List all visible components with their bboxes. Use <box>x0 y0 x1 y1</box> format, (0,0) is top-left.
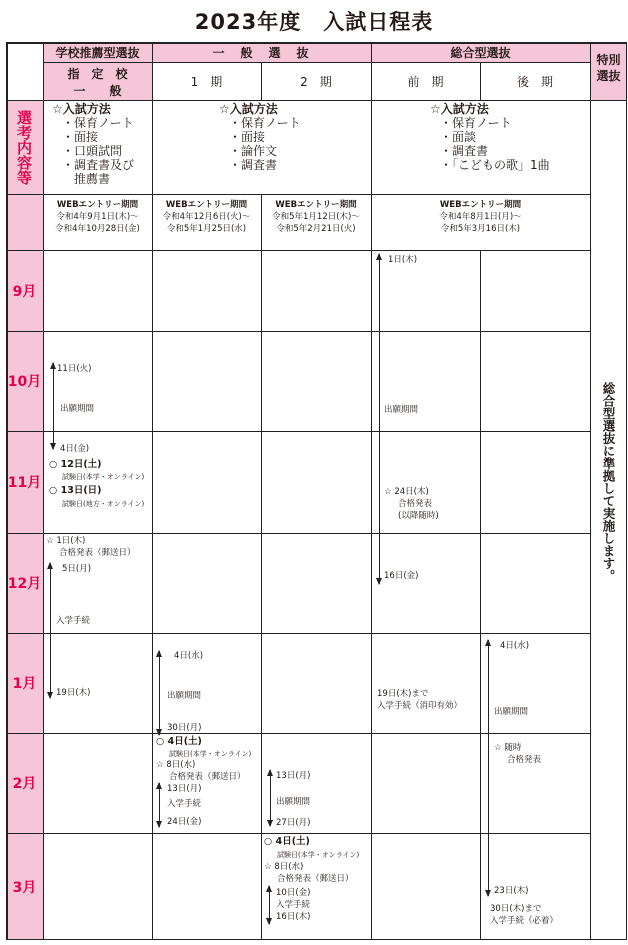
header-school: 学校推薦型選抜 <box>43 42 152 62</box>
kouki-anytime-sub: 合格発表 <box>507 755 542 765</box>
web-sogo <box>371 199 590 235</box>
methods-school-item: ・調査書及び <box>62 158 135 172</box>
school-application-arrow <box>53 363 54 449</box>
methods-sogo-item: ・面談 <box>440 130 477 144</box>
ki2-period: 出願期間 <box>276 797 311 807</box>
kouki-application-arrow <box>488 640 489 896</box>
kouki-mar23: 23日(木) <box>494 886 529 896</box>
header-shitei <box>43 62 152 100</box>
header-general: 一 般 選 抜 <box>152 42 371 62</box>
web-school-end: 令和4年10月28日(金) <box>55 224 140 234</box>
zenki-jan19: 19日(木)まで <box>377 689 429 699</box>
methods-sogo-title: ☆入試方法 <box>430 102 489 116</box>
methods-sogo-item: ・調査書 <box>440 144 489 158</box>
web-ki1-end: 令和5年1月25日(水) <box>166 224 247 234</box>
methods-school-title: ☆入試方法 <box>52 102 111 116</box>
ki1-procedure: 入学手続 <box>167 799 202 809</box>
ki1-application-arrow <box>159 651 160 735</box>
methods-school-item: ・口頭試問 <box>62 144 123 158</box>
ki2-mar16: 16日(木) <box>276 912 311 922</box>
ki2-mar8: ☆ 8日(水) <box>264 862 304 872</box>
ki1-feb13: 13日(月) <box>167 784 202 794</box>
methods-school-item: 推薦書 <box>62 172 111 186</box>
methods-sogo-item: ・保育ノート <box>440 116 512 130</box>
school-dec5: 5日(月) <box>62 564 92 574</box>
zenki-dec16: 16日(金) <box>384 571 419 581</box>
side-label: 選考内容等 <box>15 109 33 185</box>
month-sep: 9月 <box>6 250 43 331</box>
month-mar: 3月 <box>6 833 43 940</box>
month-jan: 1月 <box>6 633 43 733</box>
school-period: 出願期間 <box>60 404 95 414</box>
methods-general-item: ・面接 <box>229 130 266 144</box>
methods-school-item: ・面接 <box>62 130 99 144</box>
school-nov12: ○ 12日(土) <box>49 459 102 470</box>
header-zenki: 前 期 <box>407 74 444 89</box>
ki1-feb4-sub: 試験日(本学・オンライン) <box>169 750 252 758</box>
web-school <box>43 199 152 235</box>
kouki-jan4: 4日(水) <box>500 641 530 651</box>
side-label-cell <box>6 100 43 194</box>
web-sogo-end: 令和5年3月16日(木) <box>440 224 521 234</box>
ki2-procedure-arrow <box>269 886 270 924</box>
web-ki1-start: 令和4年12月6日(火)～ <box>162 212 251 222</box>
methods-school <box>52 102 134 186</box>
web-side-cell <box>6 194 43 250</box>
zenki-period: 出願期間 <box>384 405 419 415</box>
ki1-feb8: ☆ 8日(水) <box>156 760 196 770</box>
header-shitei-line2: 一 般 <box>73 83 122 98</box>
ki1-period: 出願期間 <box>167 691 202 701</box>
methods-sogo-item: ・「こどもの歌」1曲 <box>440 158 550 172</box>
school-dec1-sub: 合格発表（郵送日） <box>59 548 136 558</box>
zenki-nov24-sub2: (以降随時) <box>398 511 439 521</box>
month-nov: 11月 <box>6 431 43 533</box>
kouki-anytime: ☆ 随時 <box>494 743 522 753</box>
school-oct11: 11日(火) <box>57 364 92 374</box>
ki2-mar10: 10日(金) <box>276 888 311 898</box>
web-ki2-end: 令和5年2月21日(火) <box>276 224 356 234</box>
ki1-feb8-sub: 合格発表（郵送日） <box>169 772 246 782</box>
kouki-mar30: 30日(木)まで <box>490 904 542 914</box>
methods-general <box>219 102 301 172</box>
header-sogo: 総合型選抜 <box>371 42 590 62</box>
web-sogo-title: WEBエントリー期間 <box>439 200 522 210</box>
ki2-mar8-sub: 合格発表（郵送日） <box>277 874 354 884</box>
web-school-title: WEBエントリー期間 <box>56 200 139 210</box>
methods-general-item: ・調査書 <box>229 158 278 172</box>
ki2-procedure: 入学手続 <box>276 900 311 910</box>
ki1-feb4: ○ 4日(土) <box>156 736 202 747</box>
school-procedure-arrow <box>50 563 51 698</box>
web-ki1-title: WEBエントリー期間 <box>165 200 248 210</box>
ki2-application-arrow <box>270 770 271 826</box>
zenki-nov24-sub1: 合格発表 <box>398 499 433 509</box>
ki2-feb13: 13日(月) <box>276 771 311 781</box>
month-feb: 2月 <box>6 733 43 833</box>
ki2-mar4-sub: 試験日(本学・オンライン) <box>277 851 360 859</box>
school-nov13-sub: 試験日(地方・オンライン) <box>62 500 145 508</box>
school-procedure: 入学手続 <box>56 616 91 626</box>
zenki-nov24: ☆ 24日(木) <box>384 487 429 497</box>
web-ki2-start: 令和5年1月12日(木)～ <box>272 212 360 222</box>
header-ki1: 1 期 <box>190 74 223 89</box>
school-jan19: 19日(木) <box>56 688 91 698</box>
methods-sogo <box>430 102 550 172</box>
school-nov13: ○ 13日(日) <box>49 485 102 496</box>
kouki-period: 出願期間 <box>494 707 529 717</box>
month-dec: 12月 <box>6 533 43 633</box>
web-sogo-start: 令和4年8月1日(月)～ <box>439 212 522 222</box>
header-special <box>590 42 627 100</box>
month-oct: 10月 <box>6 331 43 431</box>
schedule-table <box>6 42 627 940</box>
school-nov4: 4日(金) <box>60 444 90 454</box>
school-dec1: ☆ 1日(木) <box>46 536 86 546</box>
header-ki2: 2 期 <box>300 74 332 89</box>
kouki-mar30-sub: 入学手続（必着） <box>490 916 559 926</box>
special-note: 総合型選抜に準拠して実施します。 <box>601 382 616 582</box>
header-kouki: 後 期 <box>516 74 553 89</box>
ki1-feb24: 24日(金) <box>167 817 202 827</box>
ki1-procedure-arrow <box>159 783 160 827</box>
zenki-jan19-sub: 入学手続（消印有効） <box>377 701 463 711</box>
methods-general-title: ☆入試方法 <box>219 102 278 116</box>
header-shitei-line1: 指 定 校 <box>67 67 128 81</box>
ki1-jan4: 4日(水) <box>174 651 204 661</box>
zenki-sep1: 1日(木) <box>388 255 418 265</box>
web-ki2-title: WEBエントリー期間 <box>275 200 357 210</box>
web-ki1 <box>152 199 261 235</box>
ki1-jan30: 30日(月) <box>167 723 202 733</box>
page-title: 2023年度 入試日程表 <box>194 10 434 34</box>
web-school-start: 令和4年9月1日(木)～ <box>56 212 139 222</box>
methods-general-item: ・保育ノート <box>229 116 301 130</box>
methods-school-item: ・保育ノート <box>62 116 134 130</box>
school-nov12-sub: 試験日(本学・オンライン) <box>62 473 145 481</box>
zenki-application-arrow <box>379 254 380 584</box>
ki2-feb27: 27日(月) <box>276 818 311 828</box>
web-ki2 <box>261 199 371 235</box>
ki2-mar4: ○ 4日(土) <box>264 836 310 847</box>
methods-general-item: ・論作文 <box>229 144 278 158</box>
header-special-label: 特別選抜 <box>596 53 621 83</box>
